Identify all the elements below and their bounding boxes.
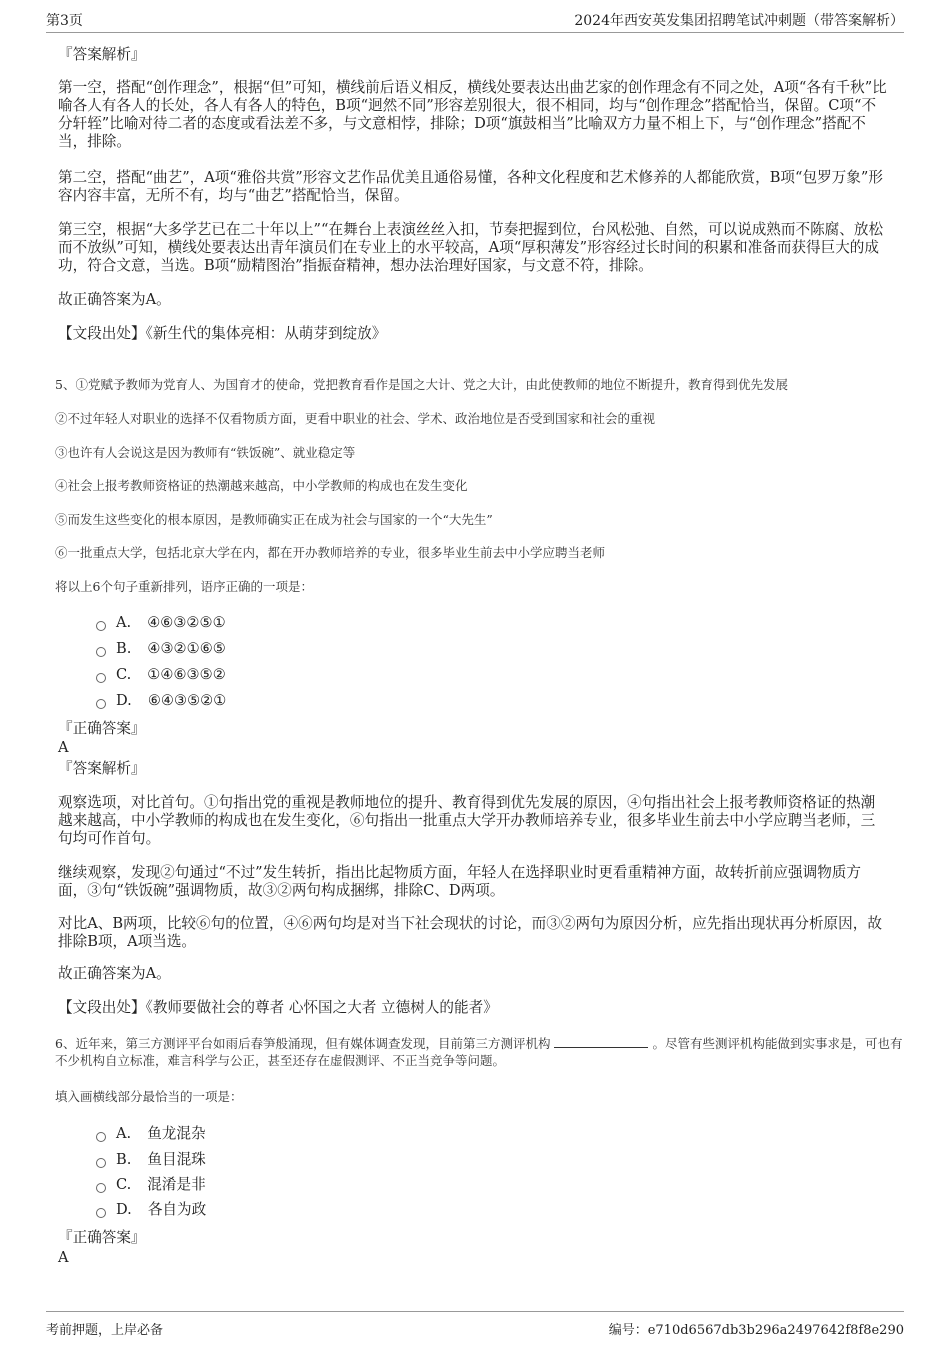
radio-icon[interactable] [96,699,106,709]
q5-analysis-para-2: 继续观察，发现②句通过“不过”发生转折，指出比起物质方面，年轻人在选择职业时更看重精神方面，故转折前应强调物质方面，③句“铁饭碗”强调物质，故③②两句构成捆绑，排除C、D两项。 [58,864,861,899]
page-footer [46,1311,904,1338]
fill-blank [554,1035,648,1048]
q5-correct-answer: A [58,739,69,756]
radio-icon[interactable] [96,1158,106,1168]
q4-conclusion: 故正确答案为A。 [58,291,171,308]
radio-icon[interactable] [96,1208,106,1218]
document-title: 2024年西安英发集团招聘笔试冲刺题（带答案解析） [574,13,904,29]
q4-analysis-para-3: 第三空，根据“大多学艺已在二十年以上”“在舞台上表演丝丝入扣，节奏把握到位，台风松弛、自然，可以说成熟而不陈腐、放松而不放纵”可知，横线处要表达出青年演员们在专业上的水平较高，A项“厚积薄发”形容经过长时间的积累和准备而获得巨大的成功，符合文意，当选。B项“励精图治”指振奋精神，想办法治理好国家，与文意不符，排除。 [58,221,884,274]
q5-conclusion: 故正确答案为A。 [58,965,171,982]
radio-icon[interactable] [96,1132,106,1142]
q5-option-c[interactable]: C. ①④⑥③⑤② [96,666,226,684]
q5-analysis-label: 『答案解析』 [58,760,146,777]
q6-option-c[interactable]: C. 混淆是非 [96,1176,206,1194]
document-id: 编号：e710d6567db3b296a2497642f8f8e290 [608,1323,904,1338]
q6-correct-answer: A [58,1249,69,1266]
radio-icon[interactable] [96,621,106,631]
footer-slogan: 考前押题，上岸必备 [46,1323,164,1338]
q5-analysis-para-1: 观察选项，对比首句。①句指出党的重视是教师地位的提升、教育得到优先发展的原因，④句指出社会上报考教师资格证的热潮越来越高，中小学教师的构成也在发生变化，⑥句指出一批重点大学开办教师培养专业，很多毕业生前去中小学应聘当老师，三句均可作首句。 [58,794,876,847]
q6-stem: 6、近年来，第三方测评平台如雨后春笋般涌现，但有媒体调查发现，目前第三方测评机构 。尽管有些测评机构能做到实事求是，可也有不少机构自立标准，难言科学与公正，甚至还存在虚假测评、不正当竞争等问题。 [55,1036,903,1068]
q5-sentence-3: ③也许有人会说这是因为教师有“铁饭碗”、就业稳定等 [55,445,356,460]
q6-option-a[interactable]: A. 鱼龙混杂 [96,1125,206,1143]
q5-sentence-5: ⑤而发生这些变化的根本原因，是教师确实正在成为社会与国家的一个“大先生” [55,512,493,527]
q5-sentence-6: ⑥一批重点大学，包括北京大学在内，都在开办教师培养的专业，很多毕业生前去中小学应聘当老师 [55,545,606,560]
q6-correct-label: 『正确答案』 [58,1229,146,1246]
q5-sentence-2: ②不过年轻人对职业的选择不仅看物质方面，更看中职业的社会、学术、政治地位是否受到国家和社会的重视 [55,411,656,426]
q5-option-d[interactable]: D. ⑥④③⑤②① [96,692,226,710]
radio-icon[interactable] [96,1183,106,1193]
q4-source: 【文段出处】《新生代的集体亮相：从萌芽到绽放》 [58,325,387,342]
q5-prompt: 将以上6个句子重新排列，语序正确的一项是： [55,579,313,594]
q4-analysis-para-1: 第一空，搭配“创作理念”，根据“但”可知，横线前后语义相反，横线处要表达出曲艺家的创作理念有不同之处，A项“各有千秋”比喻各人有各人的长处，各人有各人的特色，B项“迥然不同”形容差别很大，很不相同，均与“创作理念”搭配恰当，保留。C项“不分轩轾”比喻对待二者的态度或看法差不多，与文意相悖，排除；D项“旗鼓相当”比喻双方力量不相上下，与“创作理念”搭配不当，排除。 [58,79,887,150]
q5-sentence-4: ④社会上报考教师资格证的热潮越来越高，中小学教师的构成也在发生变化 [55,478,468,493]
radio-icon[interactable] [96,647,106,657]
q4-analysis-label: 『答案解析』 [58,46,146,63]
q5-option-b[interactable]: B. ④③②①⑥⑤ [96,640,226,658]
q6-prompt: 填入画横线部分最恰当的一项是： [55,1089,243,1104]
q4-analysis-para-2: 第二空，搭配“曲艺”，A项“雅俗共赏”形容文艺作品优美且通俗易懂，各种文化程度和艺术修养的人都能欣赏，B项“包罗万象”形容内容丰富，无所不有，均与“曲艺”搭配恰当，保留。 [58,169,883,204]
q5-source: 【文段出处】《教师要做社会的尊者 心怀国之大者 立德树人的能者》 [58,999,498,1016]
q6-option-b[interactable]: B. 鱼目混珠 [96,1151,206,1169]
q5-analysis-para-3: 对比A、B两项，比较⑥句的位置，④⑥两句均是对当下社会现状的讨论，而③②两句为原因分析，应先指出现状再分析原因，故排除B项，A项当选。 [58,915,882,950]
q6-option-d[interactable]: D. 各自为政 [96,1201,206,1219]
q5-sentence-1: 5、①党赋予教师为党育人、为国育才的使命，党把教育看作是国之大计、党之大计，由此使教师的地位不断提升，教育得到优先发展 [55,377,788,392]
q5-option-a[interactable]: A. ④⑥③②⑤① [96,614,226,632]
q5-correct-label: 『正确答案』 [58,720,146,737]
radio-icon[interactable] [96,673,106,683]
page-number: 第3页 [46,13,83,29]
